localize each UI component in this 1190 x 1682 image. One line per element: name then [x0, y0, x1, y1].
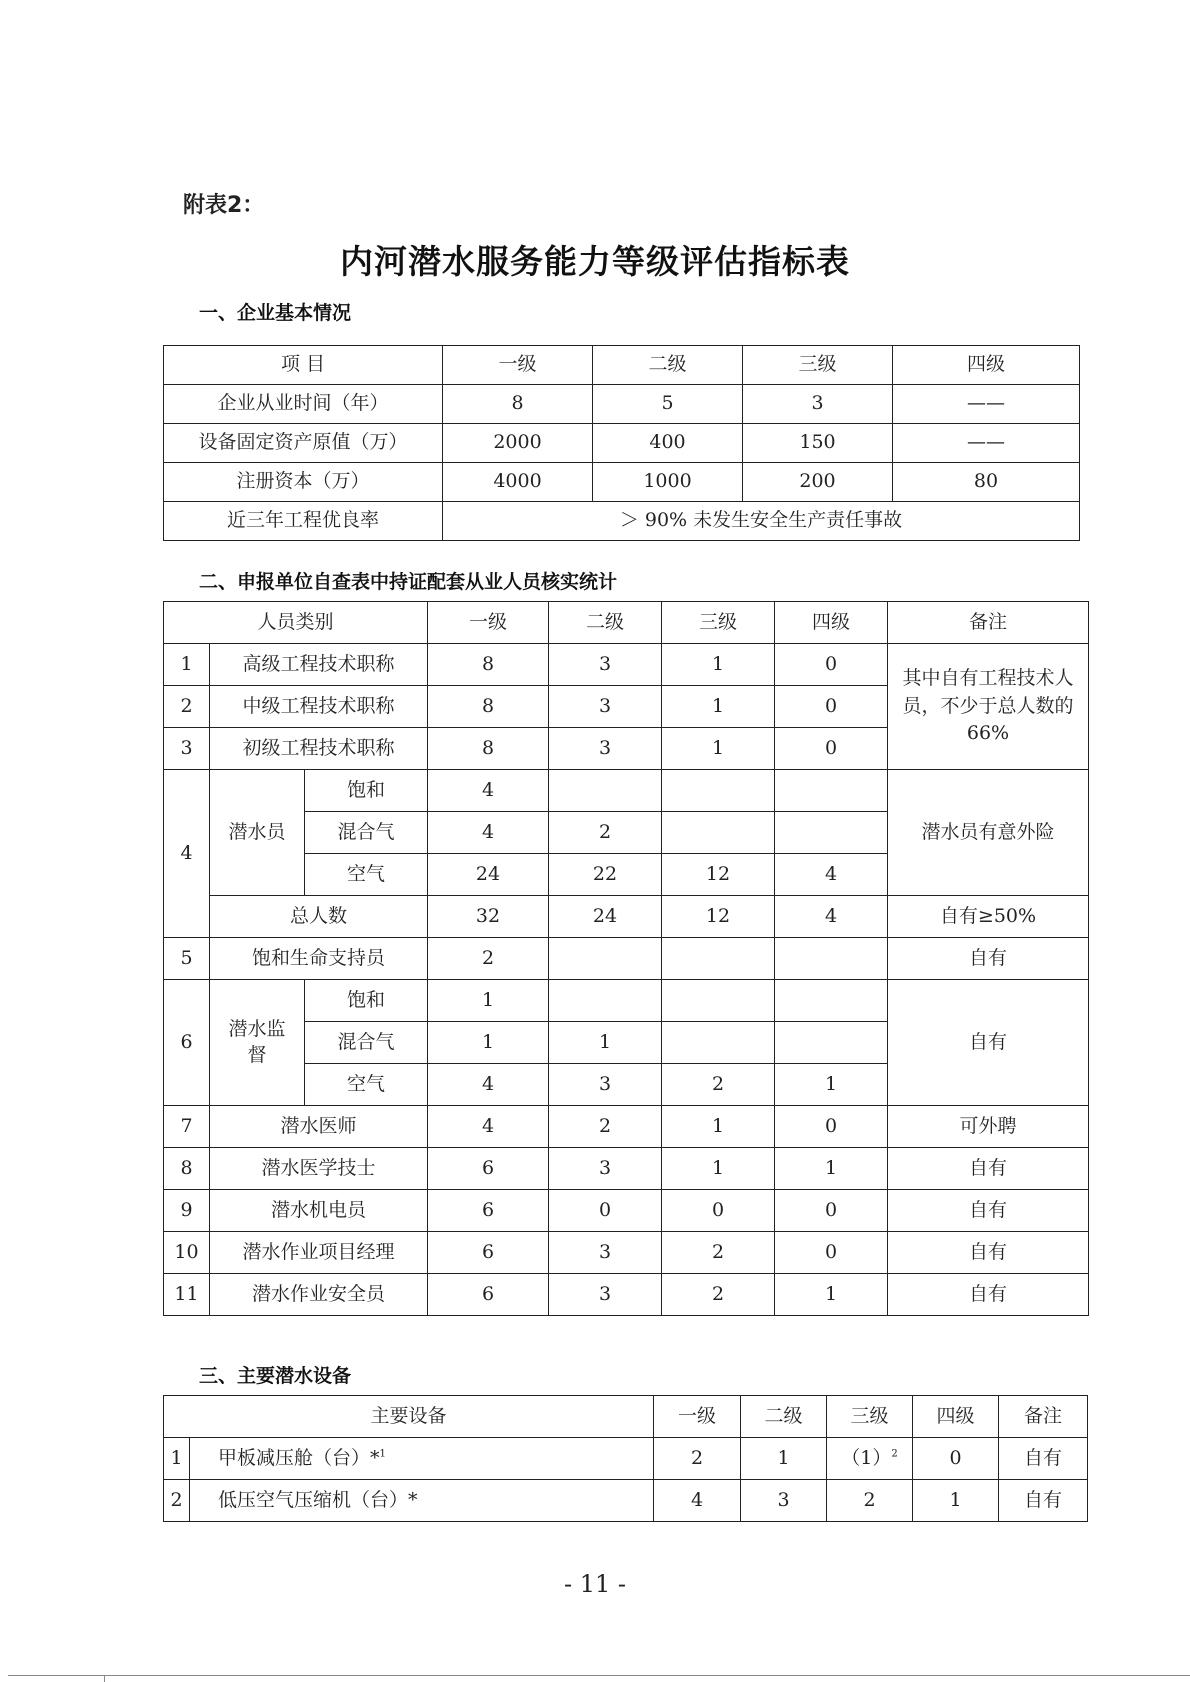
- cell: 0: [775, 1232, 888, 1274]
- header-equipment: 主要设备: [164, 1396, 654, 1438]
- row-label: 潜水作业项目经理: [210, 1232, 428, 1274]
- equipment-name-text: 甲板减压舱（台）*: [218, 1446, 380, 1469]
- table-row: [164, 1274, 1089, 1316]
- row-number: 2: [164, 686, 210, 728]
- cell: 8: [428, 686, 549, 728]
- remark-cell: 自有: [888, 938, 1089, 980]
- header-level-2: 二级: [593, 346, 743, 385]
- equipment-table: [163, 1395, 1088, 1522]
- row-label: 高级工程技术职称: [210, 644, 428, 686]
- cell: 3: [549, 1148, 662, 1190]
- table-header-row: [164, 1396, 1088, 1438]
- cell: 4: [428, 812, 549, 854]
- cell: 12: [662, 896, 775, 938]
- cell: [662, 980, 775, 1022]
- header-level-3: 三级: [743, 346, 893, 385]
- cell: 6: [428, 1232, 549, 1274]
- cell: 1000: [593, 463, 743, 502]
- row-number: 4: [164, 770, 210, 938]
- footnote-marker: 2: [891, 1448, 898, 1460]
- cell: [549, 770, 662, 812]
- cell: [775, 980, 888, 1022]
- cell: 400: [593, 424, 743, 463]
- cell: 3: [549, 1274, 662, 1316]
- cell: 1: [913, 1480, 999, 1522]
- sub-label: 空气: [305, 854, 428, 896]
- table-header-row: [164, 346, 1080, 385]
- row-number: 8: [164, 1148, 210, 1190]
- cell: 3: [549, 728, 662, 770]
- sub-label: 混合气: [305, 1022, 428, 1064]
- header-remark: 备注: [888, 602, 1089, 644]
- table-row: [164, 980, 1089, 1022]
- cell: 4: [428, 1064, 549, 1106]
- row-label: 中级工程技术职称: [210, 686, 428, 728]
- table-row: [164, 463, 1080, 502]
- header-category: 人员类别: [164, 602, 428, 644]
- cell: 1: [662, 686, 775, 728]
- row-number: 9: [164, 1190, 210, 1232]
- cell: [662, 938, 775, 980]
- cell: 22: [549, 854, 662, 896]
- cell: 150: [743, 424, 893, 463]
- table-row: [164, 1480, 1088, 1522]
- cell: 32: [428, 896, 549, 938]
- header-level-2: 二级: [549, 602, 662, 644]
- equipment-name-text: 低压空气压缩机（台）*: [218, 1488, 418, 1511]
- cell: 0: [662, 1190, 775, 1232]
- remark-cell: 潜水员有意外险: [888, 770, 1089, 896]
- equipment-name: [190, 1480, 654, 1522]
- row-label: 潜水医师: [210, 1106, 428, 1148]
- row-number: 2: [164, 1480, 190, 1522]
- remark-cell: 自有: [999, 1438, 1088, 1480]
- cell: [662, 812, 775, 854]
- cell: 8: [443, 385, 593, 424]
- table-row: [164, 1438, 1088, 1480]
- sub-label: 空气: [305, 1064, 428, 1106]
- cell: 24: [428, 854, 549, 896]
- section-3-heading: 三、主要潜水设备: [199, 1365, 352, 1387]
- header-level-3: 三级: [662, 602, 775, 644]
- cell: [775, 812, 888, 854]
- cell: [775, 938, 888, 980]
- cell: 4: [775, 896, 888, 938]
- row-number: 10: [164, 1232, 210, 1274]
- cell: [549, 980, 662, 1022]
- cell: 4: [775, 854, 888, 896]
- row-label: 饱和生命支持员: [210, 938, 428, 980]
- cell: 4000: [443, 463, 593, 502]
- header-level-3: 三级: [827, 1396, 913, 1438]
- document-title: 内河潜水服务能力等级评估指标表: [340, 242, 850, 281]
- section-1-heading: 一、企业基本情况: [199, 302, 352, 324]
- cell: 4: [654, 1480, 741, 1522]
- row-number: 1: [164, 1438, 190, 1480]
- table-row: [164, 938, 1089, 980]
- cell: 0: [775, 686, 888, 728]
- cell: 80: [893, 463, 1080, 502]
- row-number: 1: [164, 644, 210, 686]
- section-2-heading: 二、申报单位自查表中持证配套从业人员核实统计: [199, 571, 618, 593]
- cell: 1: [662, 728, 775, 770]
- cell: 0: [775, 728, 888, 770]
- cell: [827, 1438, 913, 1480]
- table-row: [164, 1148, 1089, 1190]
- table-row: [164, 1190, 1089, 1232]
- cell: 8: [428, 644, 549, 686]
- table-row: [164, 1232, 1089, 1274]
- cell: 2: [549, 1106, 662, 1148]
- cell: [662, 770, 775, 812]
- cell: 1: [662, 1148, 775, 1190]
- row-number: 3: [164, 728, 210, 770]
- remark-cell: 自有: [888, 1232, 1089, 1274]
- cell: 0: [775, 1106, 888, 1148]
- header-item: 项 目: [164, 346, 443, 385]
- cell: 2: [662, 1064, 775, 1106]
- header-level-4: 四级: [893, 346, 1080, 385]
- table-row: [164, 1106, 1089, 1148]
- row-label: 注册资本（万）: [164, 463, 443, 502]
- page-number: - 11 -: [563, 1570, 626, 1598]
- remark-cell: 可外聘: [888, 1106, 1089, 1148]
- table-row: [164, 424, 1080, 463]
- row-label: 潜水作业安全员: [210, 1274, 428, 1316]
- cell: 12: [662, 854, 775, 896]
- row-number: 7: [164, 1106, 210, 1148]
- cell: 3: [741, 1480, 827, 1522]
- personnel-table: [163, 601, 1089, 1316]
- header-level-1: 一级: [428, 602, 549, 644]
- cell: 1: [428, 1022, 549, 1064]
- cell: 2: [662, 1232, 775, 1274]
- row-label: 初级工程技术职称: [210, 728, 428, 770]
- cell: 2: [428, 938, 549, 980]
- cell: 6: [428, 1148, 549, 1190]
- remark-cell: 自有: [888, 980, 1089, 1106]
- footer-divider: [8, 1675, 1190, 1676]
- cell: 2: [827, 1480, 913, 1522]
- equipment-name: [190, 1438, 654, 1480]
- cell: 2: [549, 812, 662, 854]
- header-level-1: 一级: [443, 346, 593, 385]
- row-number: 6: [164, 980, 210, 1106]
- total-label: 总人数: [210, 896, 428, 938]
- cell: 3: [549, 1232, 662, 1274]
- cell: [549, 938, 662, 980]
- cell: 1: [662, 644, 775, 686]
- cell: 200: [743, 463, 893, 502]
- cell: 4: [428, 770, 549, 812]
- cell: 1: [775, 1148, 888, 1190]
- cell: 8: [428, 728, 549, 770]
- remark-cell: 其中自有工程技术人员，不少于总人数的66%: [888, 644, 1089, 770]
- cell: 1: [662, 1106, 775, 1148]
- table-row: [164, 644, 1089, 686]
- table-row: [164, 385, 1080, 424]
- remark-cell: 自有≥50%: [888, 896, 1089, 938]
- remark-cell: 自有: [999, 1480, 1088, 1522]
- header-level-4: 四级: [775, 602, 888, 644]
- sub-label: 饱和: [305, 770, 428, 812]
- header-level-4: 四级: [913, 1396, 999, 1438]
- cell: 3: [549, 686, 662, 728]
- row-number: 11: [164, 1274, 210, 1316]
- cell: [662, 1022, 775, 1064]
- cell: 1: [775, 1064, 888, 1106]
- cell: 1: [549, 1022, 662, 1064]
- cell: 2: [654, 1438, 741, 1480]
- merged-cell: ＞ 90% 未发生安全生产责任事故: [443, 502, 1080, 541]
- cell: 24: [549, 896, 662, 938]
- remark-cell: 自有: [888, 1190, 1089, 1232]
- remark-cell: 自有: [888, 1148, 1089, 1190]
- cell: 0: [913, 1438, 999, 1480]
- cell: 4: [428, 1106, 549, 1148]
- table-row-total: [164, 896, 1089, 938]
- cell: 1: [428, 980, 549, 1022]
- header-level-1: 一级: [654, 1396, 741, 1438]
- cell: 1: [775, 1274, 888, 1316]
- remark-cell: 自有: [888, 1274, 1089, 1316]
- cell: 3: [743, 385, 893, 424]
- sub-label: 饱和: [305, 980, 428, 1022]
- cell: 6: [428, 1274, 549, 1316]
- appendix-label: 附表2：: [183, 193, 265, 218]
- cell: ——: [893, 424, 1080, 463]
- row-label: 潜水机电员: [210, 1190, 428, 1232]
- header-remark: 备注: [999, 1396, 1088, 1438]
- cell: 3: [549, 1064, 662, 1106]
- cell: 2000: [443, 424, 593, 463]
- cell: 0: [775, 644, 888, 686]
- group-label: 潜水监督: [210, 980, 305, 1106]
- footer-tick-mark: [104, 1675, 105, 1682]
- row-label: 企业从业时间（年）: [164, 385, 443, 424]
- table-header-row: [164, 602, 1089, 644]
- table-row: [164, 502, 1080, 541]
- group-label: 潜水员: [210, 770, 305, 896]
- cell: 6: [428, 1190, 549, 1232]
- cell: [775, 1022, 888, 1064]
- header-level-2: 二级: [741, 1396, 827, 1438]
- footnote-marker: 1: [379, 1448, 386, 1460]
- cell: 0: [775, 1190, 888, 1232]
- table-row: [164, 770, 1089, 812]
- row-label: 近三年工程优良率: [164, 502, 443, 541]
- cell: 2: [662, 1274, 775, 1316]
- row-label: 潜水医学技士: [210, 1148, 428, 1190]
- sub-label: 混合气: [305, 812, 428, 854]
- row-number: 5: [164, 938, 210, 980]
- enterprise-basic-table: [163, 345, 1080, 541]
- cell: 3: [549, 644, 662, 686]
- cell-text: （1）: [841, 1446, 892, 1469]
- cell: 0: [549, 1190, 662, 1232]
- row-label: 设备固定资产原值（万）: [164, 424, 443, 463]
- cell: 5: [593, 385, 743, 424]
- cell: 1: [741, 1438, 827, 1480]
- cell: [775, 770, 888, 812]
- cell: ——: [893, 385, 1080, 424]
